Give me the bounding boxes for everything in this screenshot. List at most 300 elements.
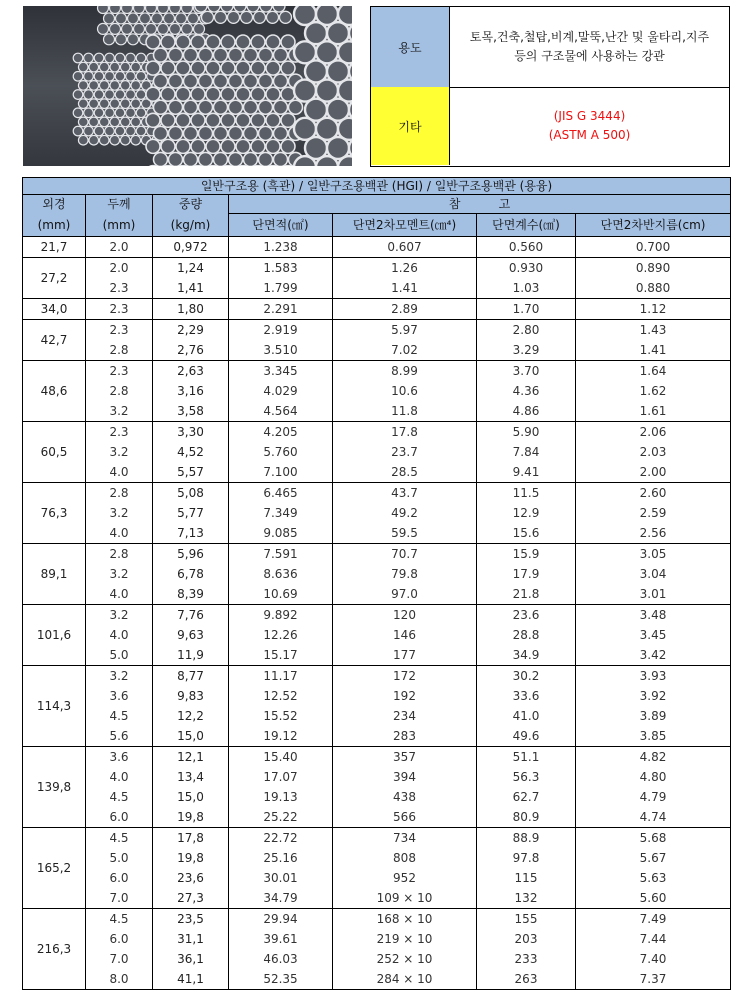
moment-cell: 10.6 [333,381,477,401]
table-row [23,645,731,666]
weight-cell: 13,4 [153,767,229,787]
area-cell: 9.085 [229,523,333,544]
modulus-cell: 5.90 [477,422,576,443]
modulus-cell: 203 [477,929,576,949]
radius-cell: 3.89 [576,706,731,726]
table-row [23,462,731,483]
table-row [23,666,731,687]
usage-value [450,7,729,87]
info-box [370,6,730,167]
thickness-cell: 4.5 [86,828,153,849]
pipe-spec-table [22,177,731,990]
radius-cell: 4.74 [576,807,731,828]
col-moment: 단면2차모멘트(㎝⁴) [333,214,477,237]
radius-cell: 4.79 [576,787,731,807]
area-cell: 34.79 [229,888,333,909]
modulus-cell: 115 [477,868,576,888]
table-row [23,483,731,504]
radius-cell: 2.60 [576,483,731,504]
table-row [23,848,731,868]
moment-cell: 283 [333,726,477,747]
radius-cell: 5.68 [576,828,731,849]
modulus-cell: 132 [477,888,576,909]
modulus-cell: 3.29 [477,340,576,361]
modulus-cell: 23.6 [477,605,576,626]
col-od-unit: (mm) [23,214,86,237]
weight-cell: 5,77 [153,503,229,523]
outer-diameter-cell: 34,0 [23,299,86,320]
area-cell: 7.100 [229,462,333,483]
modulus-cell: 1.70 [477,299,576,320]
modulus-cell: 88.9 [477,828,576,849]
table-row [23,401,731,422]
moment-cell: 49.2 [333,503,477,523]
outer-diameter-cell: 165,2 [23,828,86,909]
radius-cell: 7.49 [576,909,731,930]
modulus-cell: 51.1 [477,747,576,768]
area-cell: 1.583 [229,258,333,279]
thickness-cell: 4.0 [86,625,153,645]
col-reference-label: 참 고 [229,195,731,214]
weight-cell: 11,9 [153,645,229,666]
area-cell: 11.17 [229,666,333,687]
area-cell: 3.345 [229,361,333,382]
thickness-cell: 3.2 [86,442,153,462]
modulus-cell: 7.84 [477,442,576,462]
weight-cell: 15,0 [153,726,229,747]
col-modulus: 단면계수(㎤) [477,214,576,237]
usage-label [371,7,450,87]
modulus-cell: 62.7 [477,787,576,807]
thickness-cell: 7.0 [86,949,153,969]
table-row [23,523,731,544]
col-od-label: 외경 [23,195,86,214]
weight-cell: 9,83 [153,686,229,706]
col-radius: 단면2차반지름(cm) [576,214,731,237]
radius-cell: 3.93 [576,666,731,687]
other-label-text: 기타 [398,119,422,134]
area-cell: 15.40 [229,747,333,768]
table-row [23,299,731,320]
table-row [23,868,731,888]
standard-jis: (JIS G 3444) [553,109,626,123]
radius-cell: 1.61 [576,401,731,422]
modulus-cell: 56.3 [477,767,576,787]
table-row [23,422,731,443]
radius-cell: 3.48 [576,605,731,626]
area-cell: 4.205 [229,422,333,443]
radius-cell: 2.59 [576,503,731,523]
table-row [23,381,731,401]
moment-cell: 97.0 [333,584,477,605]
weight-cell: 12,1 [153,747,229,768]
outer-diameter-cell: 27,2 [23,258,86,299]
thickness-cell: 4.5 [86,909,153,930]
weight-cell: 5,08 [153,483,229,504]
col-thickness-label: 두께 [86,195,153,214]
area-cell: 15.52 [229,706,333,726]
weight-cell: 2,29 [153,320,229,341]
table-row [23,503,731,523]
table-row [23,442,731,462]
outer-diameter-cell: 76,3 [23,483,86,544]
moment-cell: 8.99 [333,361,477,382]
radius-cell: 1.41 [576,340,731,361]
table-row [23,969,731,990]
outer-diameter-cell: 89,1 [23,544,86,605]
radius-cell: 3.85 [576,726,731,747]
moment-cell: 566 [333,807,477,828]
area-cell: 25.22 [229,807,333,828]
outer-diameter-cell: 42,7 [23,320,86,361]
weight-cell: 27,3 [153,888,229,909]
weight-cell: 4,52 [153,442,229,462]
radius-cell: 7.44 [576,929,731,949]
area-cell: 3.510 [229,340,333,361]
area-cell: 22.72 [229,828,333,849]
area-cell: 1.238 [229,237,333,258]
moment-cell: 252 × 10 [333,949,477,969]
moment-cell: 146 [333,625,477,645]
modulus-cell: 155 [477,909,576,930]
usage-line-1: 토목,건축,철탑,비계,말뚝,난간 및 울타리,지주 [469,30,710,44]
area-cell: 17.07 [229,767,333,787]
table-row [23,564,731,584]
area-cell: 7.349 [229,503,333,523]
thickness-cell: 3.2 [86,666,153,687]
radius-cell: 3.42 [576,645,731,666]
modulus-cell: 21.8 [477,584,576,605]
weight-cell: 3,58 [153,401,229,422]
modulus-cell: 17.9 [477,564,576,584]
modulus-cell: 9.41 [477,462,576,483]
table-title: 일반구조용 (흑관) / 일반구조용백관 (HGI) / 일반구조용백관 (용융) [23,178,731,195]
thickness-cell: 5.0 [86,645,153,666]
weight-cell: 36,1 [153,949,229,969]
moment-cell: 59.5 [333,523,477,544]
radius-cell: 1.64 [576,361,731,382]
modulus-cell: 28.8 [477,625,576,645]
modulus-cell: 97.8 [477,848,576,868]
modulus-cell: 263 [477,969,576,990]
moment-cell: 1.41 [333,278,477,299]
thickness-cell: 4.5 [86,706,153,726]
table-row [23,828,731,849]
modulus-cell: 33.6 [477,686,576,706]
moment-cell: 11.8 [333,401,477,422]
weight-cell: 23,5 [153,909,229,930]
thickness-cell: 2.0 [86,237,153,258]
area-cell: 46.03 [229,949,333,969]
table-row [23,807,731,828]
steel-pipes-photo [23,6,352,166]
moment-cell: 219 × 10 [333,929,477,949]
area-cell: 30.01 [229,868,333,888]
thickness-cell: 4.0 [86,767,153,787]
moment-cell: 234 [333,706,477,726]
thickness-cell: 3.6 [86,686,153,706]
table-row [23,237,731,258]
table-row [23,767,731,787]
moment-cell: 43.7 [333,483,477,504]
thickness-cell: 6.0 [86,807,153,828]
radius-cell: 1.43 [576,320,731,341]
table-row [23,625,731,645]
area-cell: 19.13 [229,787,333,807]
weight-cell: 17,8 [153,828,229,849]
standard-astm: (ASTM A 500) [548,128,631,142]
modulus-cell: 80.9 [477,807,576,828]
table-row [23,278,731,299]
thickness-cell: 3.2 [86,605,153,626]
modulus-cell: 0.560 [477,237,576,258]
outer-diameter-cell: 21,7 [23,237,86,258]
modulus-cell: 15.6 [477,523,576,544]
moment-cell: 5.97 [333,320,477,341]
modulus-cell: 41.0 [477,706,576,726]
area-cell: 10.69 [229,584,333,605]
area-cell: 19.12 [229,726,333,747]
modulus-cell: 2.80 [477,320,576,341]
thickness-cell: 4.0 [86,462,153,483]
other-label [371,87,450,165]
radius-cell: 3.04 [576,564,731,584]
moment-cell: 192 [333,686,477,706]
info-row-other [371,87,729,165]
radius-cell: 7.37 [576,969,731,990]
radius-cell: 1.62 [576,381,731,401]
thickness-cell: 5.6 [86,726,153,747]
moment-cell: 7.02 [333,340,477,361]
col-weight-label: 중량 [153,195,229,214]
moment-cell: 168 × 10 [333,909,477,930]
table-row [23,258,731,279]
radius-cell: 4.80 [576,767,731,787]
modulus-cell: 0.930 [477,258,576,279]
thickness-cell: 2.8 [86,381,153,401]
radius-cell: 0.890 [576,258,731,279]
thickness-cell: 6.0 [86,929,153,949]
thickness-cell: 3.2 [86,564,153,584]
area-cell: 52.35 [229,969,333,990]
thickness-cell: 2.3 [86,299,153,320]
table-row [23,909,731,930]
col-weight-unit: (kg/m) [153,214,229,237]
moment-cell: 70.7 [333,544,477,565]
moment-cell: 172 [333,666,477,687]
area-cell: 12.52 [229,686,333,706]
thickness-cell: 2.3 [86,422,153,443]
outer-diameter-cell: 101,6 [23,605,86,666]
weight-cell: 2,63 [153,361,229,382]
radius-cell: 5.63 [576,868,731,888]
thickness-cell: 3.2 [86,503,153,523]
table-row [23,787,731,807]
weight-cell: 19,8 [153,807,229,828]
moment-cell: 1.26 [333,258,477,279]
thickness-cell: 6.0 [86,868,153,888]
thickness-cell: 5.0 [86,848,153,868]
thickness-cell: 3.6 [86,747,153,768]
moment-cell: 17.8 [333,422,477,443]
area-cell: 5.760 [229,442,333,462]
area-cell: 2.919 [229,320,333,341]
weight-cell: 5,57 [153,462,229,483]
thickness-cell: 3.2 [86,401,153,422]
weight-cell: 0,972 [153,237,229,258]
thickness-cell: 2.3 [86,361,153,382]
moment-cell: 394 [333,767,477,787]
radius-cell: 3.45 [576,625,731,645]
moment-cell: 23.7 [333,442,477,462]
weight-cell: 7,13 [153,523,229,544]
modulus-cell: 12.9 [477,503,576,523]
weight-cell: 2,76 [153,340,229,361]
thickness-cell: 7.0 [86,888,153,909]
table-row [23,686,731,706]
table-row [23,706,731,726]
radius-cell: 2.56 [576,523,731,544]
table-row [23,584,731,605]
outer-diameter-cell: 139,8 [23,747,86,828]
weight-cell: 19,8 [153,848,229,868]
radius-cell: 2.03 [576,442,731,462]
modulus-cell: 4.86 [477,401,576,422]
thickness-cell: 2.8 [86,544,153,565]
weight-cell: 3,16 [153,381,229,401]
radius-cell: 1.12 [576,299,731,320]
modulus-cell: 30.2 [477,666,576,687]
weight-cell: 8,39 [153,584,229,605]
weight-cell: 31,1 [153,929,229,949]
weight-cell: 5,96 [153,544,229,565]
table-row [23,929,731,949]
table-row [23,544,731,565]
area-cell: 2.291 [229,299,333,320]
area-cell: 39.61 [229,929,333,949]
moment-cell: 734 [333,828,477,849]
col-thickness-unit: (mm) [86,214,153,237]
area-cell: 15.17 [229,645,333,666]
info-row-usage [371,7,729,88]
moment-cell: 0.607 [333,237,477,258]
radius-cell: 4.82 [576,747,731,768]
radius-cell: 0.880 [576,278,731,299]
table-row [23,726,731,747]
moment-cell: 952 [333,868,477,888]
modulus-cell: 34.9 [477,645,576,666]
weight-cell: 1,24 [153,258,229,279]
modulus-cell: 3.70 [477,361,576,382]
area-cell: 1.799 [229,278,333,299]
area-cell: 4.029 [229,381,333,401]
col-area: 단면적(㎠) [229,214,333,237]
moment-cell: 120 [333,605,477,626]
modulus-cell: 4.36 [477,381,576,401]
outer-diameter-cell: 114,3 [23,666,86,747]
radius-cell: 0.700 [576,237,731,258]
weight-cell: 1,41 [153,278,229,299]
moment-cell: 2.89 [333,299,477,320]
weight-cell: 8,77 [153,666,229,687]
weight-cell: 3,30 [153,422,229,443]
table-row [23,320,731,341]
table-row [23,949,731,969]
area-cell: 4.564 [229,401,333,422]
moment-cell: 28.5 [333,462,477,483]
modulus-cell: 15.9 [477,544,576,565]
area-cell: 6.465 [229,483,333,504]
moment-cell: 438 [333,787,477,807]
area-cell: 12.26 [229,625,333,645]
radius-cell: 2.00 [576,462,731,483]
modulus-cell: 11.5 [477,483,576,504]
thickness-cell: 4.0 [86,523,153,544]
radius-cell: 3.01 [576,584,731,605]
area-cell: 9.892 [229,605,333,626]
thickness-cell: 2.0 [86,258,153,279]
table-body [23,237,731,990]
modulus-cell: 1.03 [477,278,576,299]
modulus-cell: 233 [477,949,576,969]
area-cell: 25.16 [229,848,333,868]
moment-cell: 808 [333,848,477,868]
weight-cell: 7,76 [153,605,229,626]
moment-cell: 177 [333,645,477,666]
area-cell: 29.94 [229,909,333,930]
weight-cell: 15,0 [153,787,229,807]
thickness-cell: 2.3 [86,278,153,299]
standards-value [450,87,729,165]
moment-cell: 79.8 [333,564,477,584]
usage-line-2: 등의 구조물에 사용하는 강관 [514,49,665,63]
moment-cell: 357 [333,747,477,768]
radius-cell: 3.92 [576,686,731,706]
outer-diameter-cell: 48,6 [23,361,86,422]
radius-cell: 5.60 [576,888,731,909]
radius-cell: 7.40 [576,949,731,969]
weight-cell: 1,80 [153,299,229,320]
thickness-cell: 4.5 [86,787,153,807]
thickness-cell: 2.8 [86,483,153,504]
modulus-cell: 49.6 [477,726,576,747]
radius-cell: 3.05 [576,544,731,565]
radius-cell: 2.06 [576,422,731,443]
weight-cell: 41,1 [153,969,229,990]
table-row [23,747,731,768]
radius-cell: 5.67 [576,848,731,868]
thickness-cell: 2.8 [86,340,153,361]
table-row [23,340,731,361]
weight-cell: 6,78 [153,564,229,584]
weight-cell: 23,6 [153,868,229,888]
weight-cell: 9,63 [153,625,229,645]
area-cell: 8.636 [229,564,333,584]
table-row [23,605,731,626]
thickness-cell: 8.0 [86,969,153,990]
moment-cell: 109 × 10 [333,888,477,909]
usage-label-text: 용도 [398,40,422,55]
thickness-cell: 2.3 [86,320,153,341]
weight-cell: 12,2 [153,706,229,726]
table-row [23,361,731,382]
thickness-cell: 4.0 [86,584,153,605]
outer-diameter-cell: 60,5 [23,422,86,483]
moment-cell: 284 × 10 [333,969,477,990]
outer-diameter-cell: 216,3 [23,909,86,990]
table-row [23,888,731,909]
area-cell: 7.591 [229,544,333,565]
